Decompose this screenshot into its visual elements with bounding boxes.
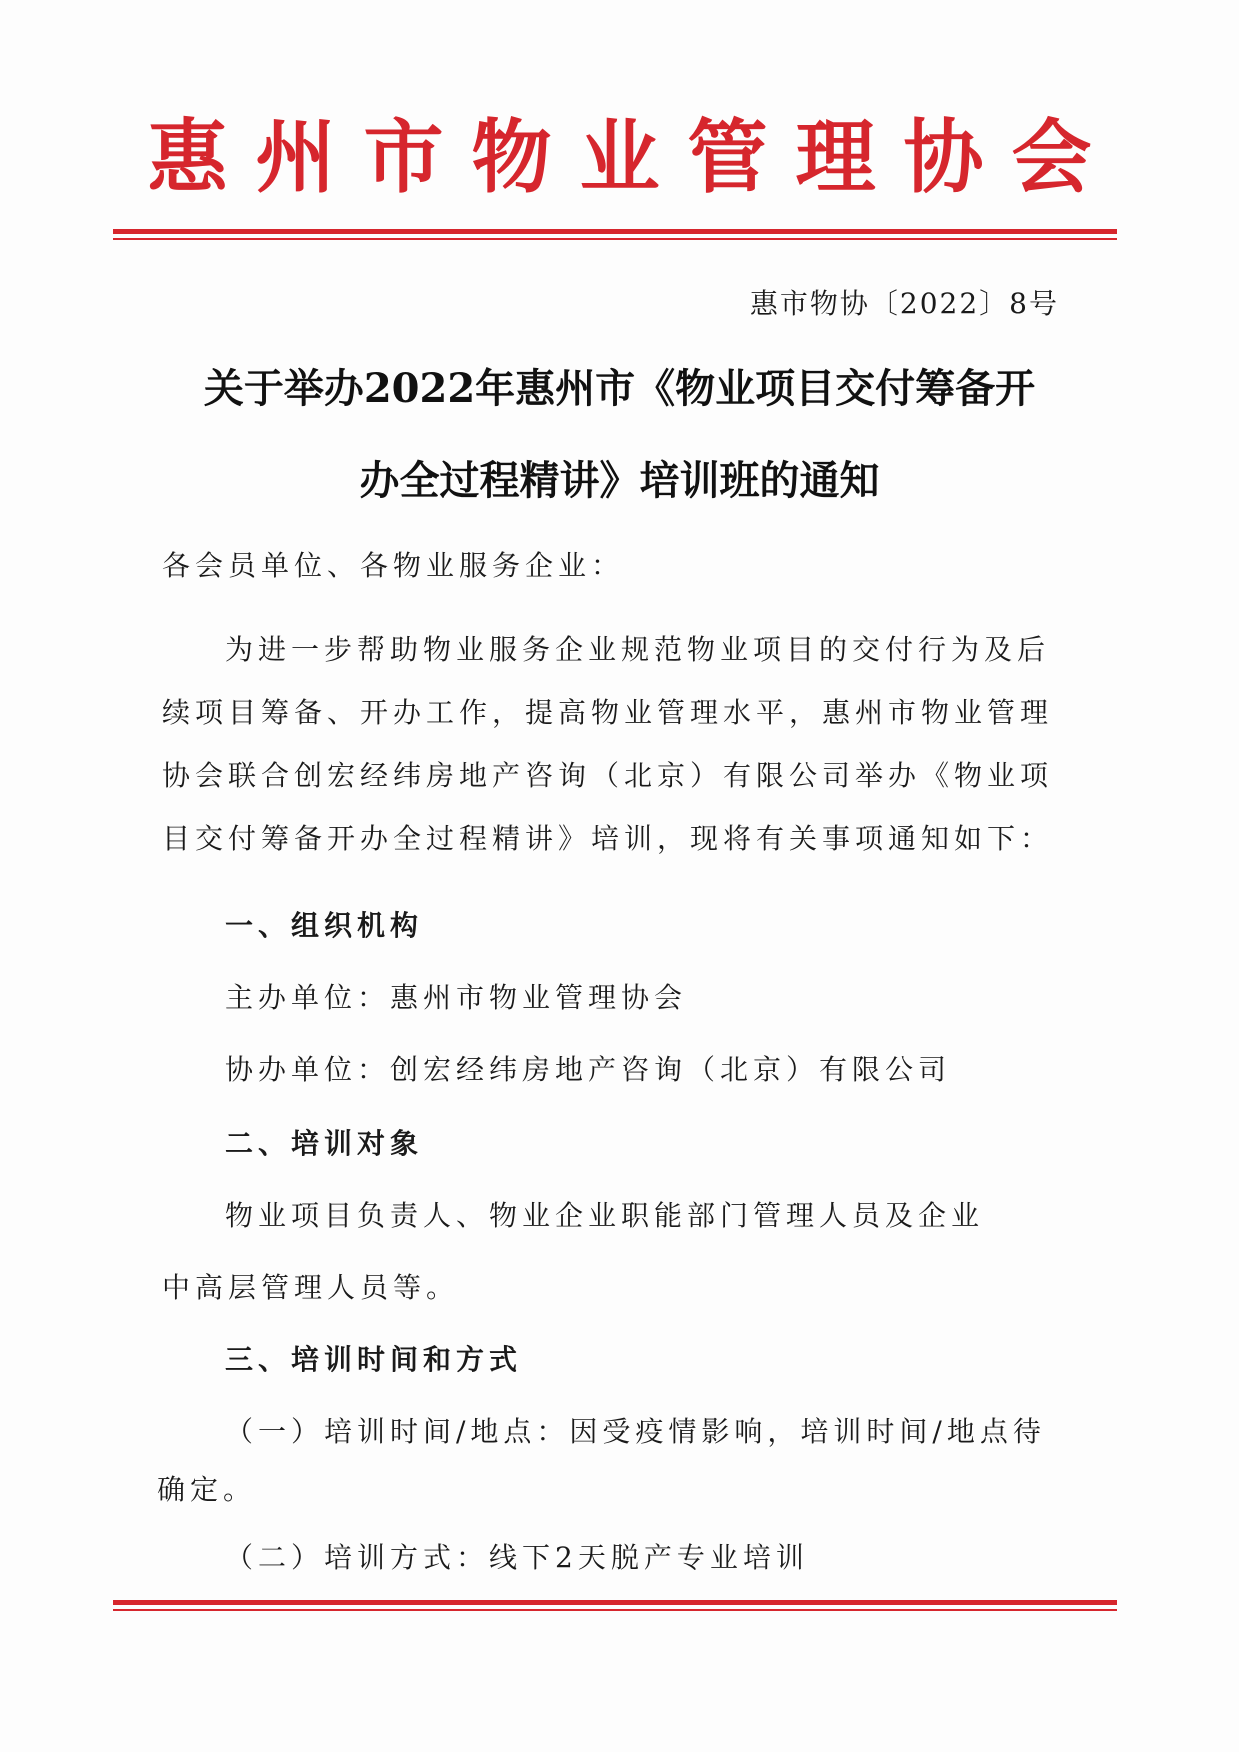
header-red-rule xyxy=(113,229,1117,240)
section-heading-audience: 二、培训对象 xyxy=(225,1127,424,1160)
training-method: （二）培训方式：线下2天脱产专业培训 xyxy=(225,1541,809,1574)
rule-thin-line xyxy=(113,238,1117,240)
section-heading-time-method: 三、培训时间和方式 xyxy=(225,1343,523,1376)
intro-paragraph-line: 协会联合创宏经纬房地产咨询（北京）有限公司举办《物业项 xyxy=(162,759,1054,792)
intro-paragraph-line: 为进一步帮助物业服务企业规范物业项目的交付行为及后 xyxy=(225,633,1051,666)
section-heading-organization: 一、组织机构 xyxy=(225,909,424,942)
training-time-line: （一）培训时间/地点：因受疫情影响，培训时间/地点待 xyxy=(225,1415,1046,1448)
audience-line: 中高层管理人员等。 xyxy=(162,1271,460,1304)
rule-thick-line xyxy=(113,1600,1117,1605)
salutation: 各会员单位、各物业服务企业： xyxy=(162,549,625,582)
document-number: 惠市物协〔2022〕8号 xyxy=(749,287,1059,320)
notice-title-line-1: 关于举办2022年惠州市《物业项目交付筹备开 xyxy=(203,365,1036,412)
training-time-line: 确定。 xyxy=(157,1473,257,1506)
footer-red-rule xyxy=(113,1600,1117,1611)
host-unit: 主办单位：惠州市物业管理协会 xyxy=(225,981,688,1014)
co-host-unit: 协办单位：创宏经纬房地产咨询（北京）有限公司 xyxy=(225,1053,952,1086)
notice-title-line-2: 办全过程精讲》培训班的通知 xyxy=(359,457,880,504)
organization-header: 惠州市物业管理协会 xyxy=(147,111,1120,204)
rule-thick-line xyxy=(113,229,1117,234)
intro-paragraph-line: 目交付筹备开办全过程精讲》培训，现将有关事项通知如下： xyxy=(162,822,1054,855)
rule-thin-line xyxy=(113,1609,1117,1611)
intro-paragraph-line: 续项目筹备、开办工作，提高物业管理水平，惠州市物业管理 xyxy=(162,696,1054,729)
audience-line: 物业项目负责人、物业企业职能部门管理人员及企业 xyxy=(225,1199,985,1232)
